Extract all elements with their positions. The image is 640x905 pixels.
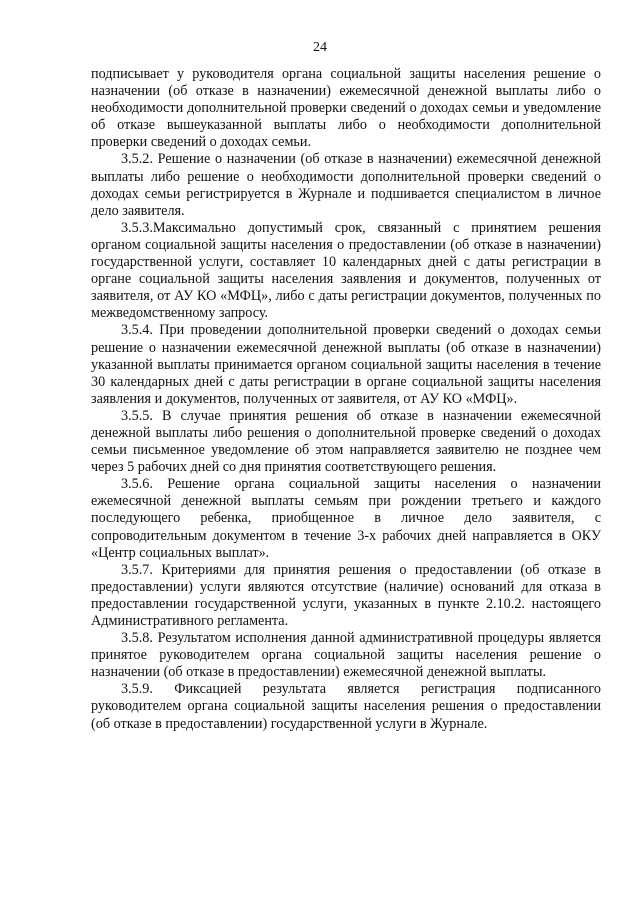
paragraph-continuation: подписывает у руководителя органа социальной защиты населения решение о назначении (об отказе в назначении) ежемесячной денежной выплаты либо о необходимости дополнительной проверки сведений о доходах семьи и уведомление об отказе вышеуказанной выплаты либо о необходимости дополнительной проверки сведений о доходах семьи. (91, 66, 601, 151)
paragraph-3-5-6: 3.5.6. Решение органа социальной защиты населения о назначении ежемесячной денежной выплаты семьям при рождении третьего и каждого последующего ребенка, приобщенное в личное дело заявителя, с сопроводительным документом в течение 3-х рабочих дней направляется в ОКУ «Центр социальных выплат». (91, 476, 601, 561)
document-body (91, 66, 601, 733)
paragraph-3-5-4: 3.5.4. При проведении дополнительной проверки сведений о доходах семьи решение о назначении ежемесячной денежной выплаты (об отказе в назначении) указанной выплаты принимается органом социальной защиты населения в течение 30 календарных дней с даты регистрации в органе социальной защиты населения заявления и документов, полученных от заявителя, от АУ КО «МФЦ». (91, 322, 601, 407)
paragraph-3-5-8: 3.5.8. Результатом исполнения данной административной процедуры является принятое руководителем органа социальной защиты населения решение о назначении (об отказе в предоставлении) ежемесячной денежной выплаты. (91, 630, 601, 681)
paragraph-3-5-7: 3.5.7. Критериями для принятия решения о предоставлении (об отказе в предоставлении) услуги являются отсутствие (наличие) оснований для отказа в предоставлении государственной услуги, указанных в пункте 2.10.2. настоящего Административного регламента. (91, 561, 601, 629)
paragraph-3-5-3: 3.5.3.Максимально допустимый срок, связанный с принятием решения органом социальной защиты населения о предоставлении (об отказе в назначении) государственной услуги, составляет 10 календарных дней с даты регистрации в органе социальной защиты населения заявления и документов, полученных от заявителя, от АУ КО «МФЦ», либо с даты регистрации документов, полученных по межведомственному запросу. (91, 219, 601, 322)
paragraph-3-5-2: 3.5.2. Решение о назначении (об отказе в назначении) ежемесячной денежной выплаты либо решение о необходимости дополнительной проверки сведений о доходах семьи регистрируется в Журнале и подшивается специалистом в личное дело заявителя. (91, 151, 601, 219)
page-number: 24 (313, 40, 327, 55)
paragraph-3-5-9: 3.5.9. Фиксацией результата является регистрация подписанного руководителем органа социальной защиты населения решения о предоставлении (об отказе в предоставлении) государственной услуги в Журнале. (91, 681, 601, 732)
paragraph-3-5-5: 3.5.5. В случае принятия решения об отказе в назначении ежемесячной денежной выплаты либо решения о дополнительной проверке сведений о доходах семьи письменное уведомление об этом направляется заявителю не позднее чем через 5 рабочих дней со дня принятия соответствующего решения. (91, 407, 601, 476)
